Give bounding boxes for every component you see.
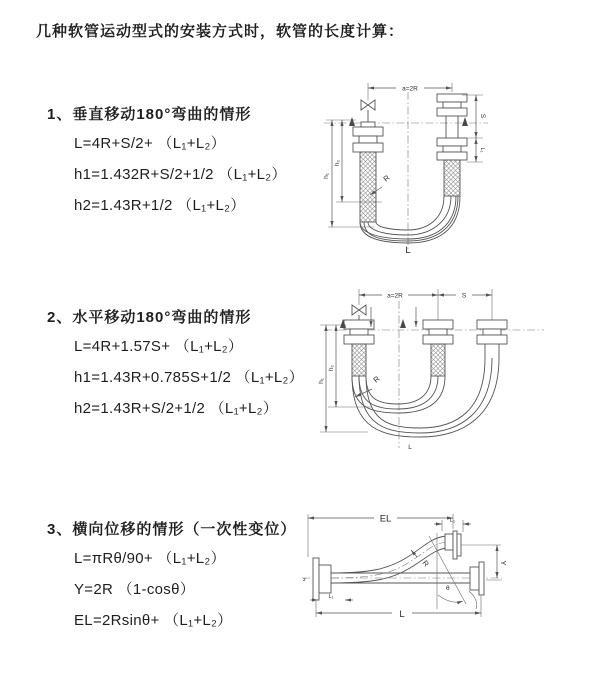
section-3-heading: 3、横向位移的情形（一次性变位） bbox=[47, 521, 297, 538]
radius-label: R bbox=[371, 374, 382, 385]
dim-label-travel: S bbox=[461, 292, 467, 300]
valve-icon bbox=[352, 305, 366, 320]
dim-label-travel: S bbox=[479, 113, 486, 119]
dim-label-h1: h₁ bbox=[323, 173, 330, 179]
dim-label-h2: h₂ bbox=[328, 364, 335, 372]
formula-line: h1=1.432R+S/2+1/2 （L₁+L₂） bbox=[74, 166, 287, 183]
dim-label-h2: h₂ bbox=[334, 159, 341, 167]
section-2-formulas bbox=[74, 331, 304, 424]
section-1-heading: 1、垂直移动180°弯曲的情形 bbox=[47, 106, 252, 123]
displaced-pipe-position bbox=[331, 531, 461, 583]
valve-icon bbox=[361, 100, 375, 122]
braided-hose-section bbox=[352, 344, 366, 376]
formula-line: h1=1.43R+0.785S+1/2 （L₁+L₂） bbox=[74, 369, 304, 386]
formula-line: h2=1.43R+1/2 （L₁+L₂） bbox=[74, 197, 246, 214]
dim-label-el: EL bbox=[379, 513, 392, 525]
radius-label: R bbox=[381, 173, 392, 184]
moved-pipe-connector bbox=[477, 320, 507, 358]
length-label: L bbox=[408, 444, 412, 451]
length-label: L bbox=[405, 245, 411, 256]
diagram-vertical-180-bend bbox=[316, 76, 588, 258]
pipe-break-mark: z bbox=[303, 577, 306, 583]
dim-label-span: a=2R bbox=[402, 85, 418, 93]
middle-pipe-connector bbox=[423, 320, 453, 376]
diagram-lateral-displacement bbox=[300, 505, 600, 650]
left-pipe-connector bbox=[353, 122, 383, 222]
section-3-formulas bbox=[74, 543, 232, 636]
diagram-horizontal-180-bend bbox=[312, 283, 596, 455]
braided-hose-section bbox=[431, 344, 445, 376]
dim-label-connector: L₁ bbox=[479, 147, 485, 153]
page-title: 几种软管运动型式的安装方式时，软管的长度计算： bbox=[36, 23, 405, 40]
dim-connector-right bbox=[434, 518, 471, 532]
formula-line: EL=2Rsinθ+ （L₁+L₂） bbox=[74, 612, 233, 629]
angle-label: θ bbox=[446, 585, 450, 592]
formula-line: L=πRθ/90+ （L₁+L₂） bbox=[74, 550, 226, 567]
formula-line: L=4R+S/2+ （L₁+L₂） bbox=[74, 135, 226, 152]
dim-el-top bbox=[308, 514, 453, 558]
straight-pipe-position bbox=[331, 562, 484, 595]
dim-offset-y bbox=[461, 545, 508, 580]
radius-label: R bbox=[420, 558, 431, 569]
dim-travel-top bbox=[438, 293, 492, 300]
dim-label-span: a=2R bbox=[387, 292, 403, 300]
dim-label-h1: h₁ bbox=[318, 378, 325, 384]
section-2-heading: 2、水平移动180°弯曲的情形 bbox=[47, 309, 252, 326]
dim-label-connector: L₁ bbox=[450, 518, 455, 524]
dim-label-offset: Y bbox=[499, 560, 508, 566]
u-bend-hose-position2 bbox=[352, 358, 499, 437]
dim-label-connector: L₁ bbox=[328, 594, 334, 600]
braided-hose-section bbox=[360, 152, 376, 222]
dim-length-bottom bbox=[316, 596, 481, 620]
section-1-formulas bbox=[74, 128, 287, 221]
formula-line: L=4R+1.57S+ （L₁+L₂） bbox=[74, 338, 244, 355]
dim-label-length: L bbox=[399, 609, 405, 620]
left-pipe-connector bbox=[344, 320, 374, 376]
formula-line: h2=1.43R+S/2+1/2 （L₁+L₂） bbox=[74, 400, 279, 417]
braided-hose-section bbox=[444, 160, 460, 196]
dim-span-2r bbox=[359, 289, 492, 320]
formula-line: Y=2R （1-cosθ） bbox=[74, 581, 196, 598]
right-pipe-connector bbox=[437, 94, 467, 196]
